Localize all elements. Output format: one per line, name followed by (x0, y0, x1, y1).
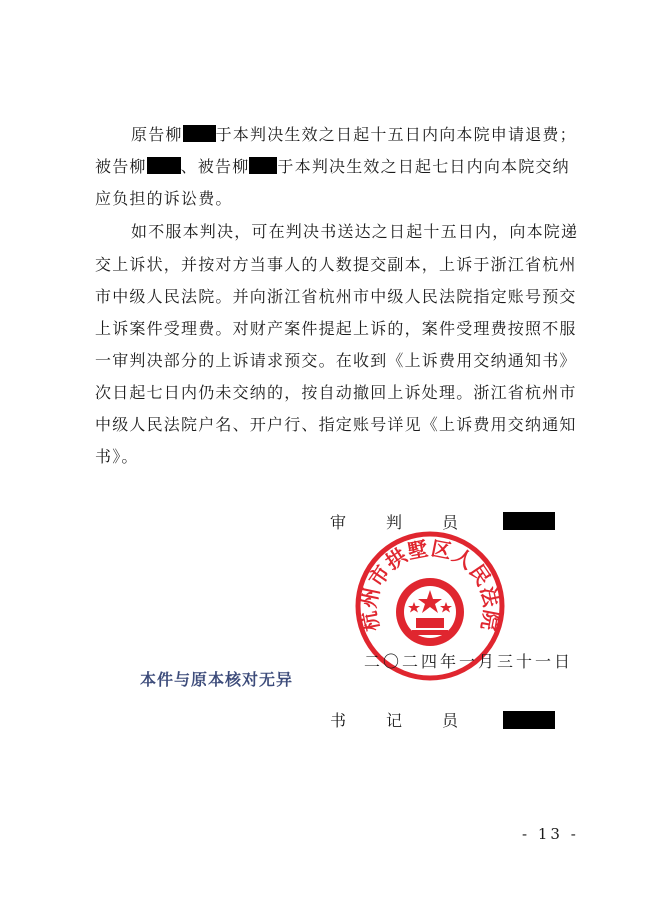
judge-label: 审 判 员 (330, 513, 459, 532)
emblem-icon (396, 578, 464, 646)
clerk-label: 书 记 员 (330, 711, 459, 730)
appeal-line-8: 书》。 (95, 447, 139, 466)
seal-text: 杭州市拱墅区人民法院 (356, 535, 504, 634)
clerk-name-redaction (503, 711, 555, 729)
redaction-bar (183, 125, 216, 142)
judge-name-redaction (503, 512, 555, 530)
appeal-line-4: 上诉案件受理费。对财产案件提起上诉的，案件受理费按照不服 (95, 319, 577, 338)
appeal-line-3: 市中级人民法院。并向浙江省杭州市中级人民法院指定账号预交 (95, 287, 577, 306)
verification-stamp: 本件与原本核对无异 (140, 670, 294, 689)
appeal-line-5: 一审判决部分的上诉请求预交。在收到《上诉费用交纳通知书》 (95, 351, 577, 370)
judgment-date: 二〇二四年一月三十一日 (364, 652, 574, 671)
refund-line-3: 应负担的诉讼费。 (95, 189, 233, 208)
redaction-bar (147, 157, 181, 174)
refund-line-2: 被告柳 、被告柳 于本判决生效之日起七日内向本院交纳 (95, 157, 570, 176)
appeal-line-2: 交上诉状，并按对方当事人的人数提交副本，上诉于浙江省杭州 (95, 255, 577, 274)
page-number: - 13 - (522, 825, 579, 843)
redaction-bar (249, 157, 277, 174)
appeal-line-7: 中级人民法院户名、开户行、指定账号详见《上诉费用交纳通知 (95, 415, 577, 434)
appeal-line-6: 次日起七日内仍未交纳的，按自动撤回上诉处理。浙江省杭州市 (95, 383, 577, 402)
appeal-line-1: 如不服本判决，可在判决书送达之日起十五日内，向本院递 (131, 222, 579, 241)
refund-line-1: 原告柳 于本判决生效之日起十五日内向本院申请退费； (131, 125, 577, 144)
